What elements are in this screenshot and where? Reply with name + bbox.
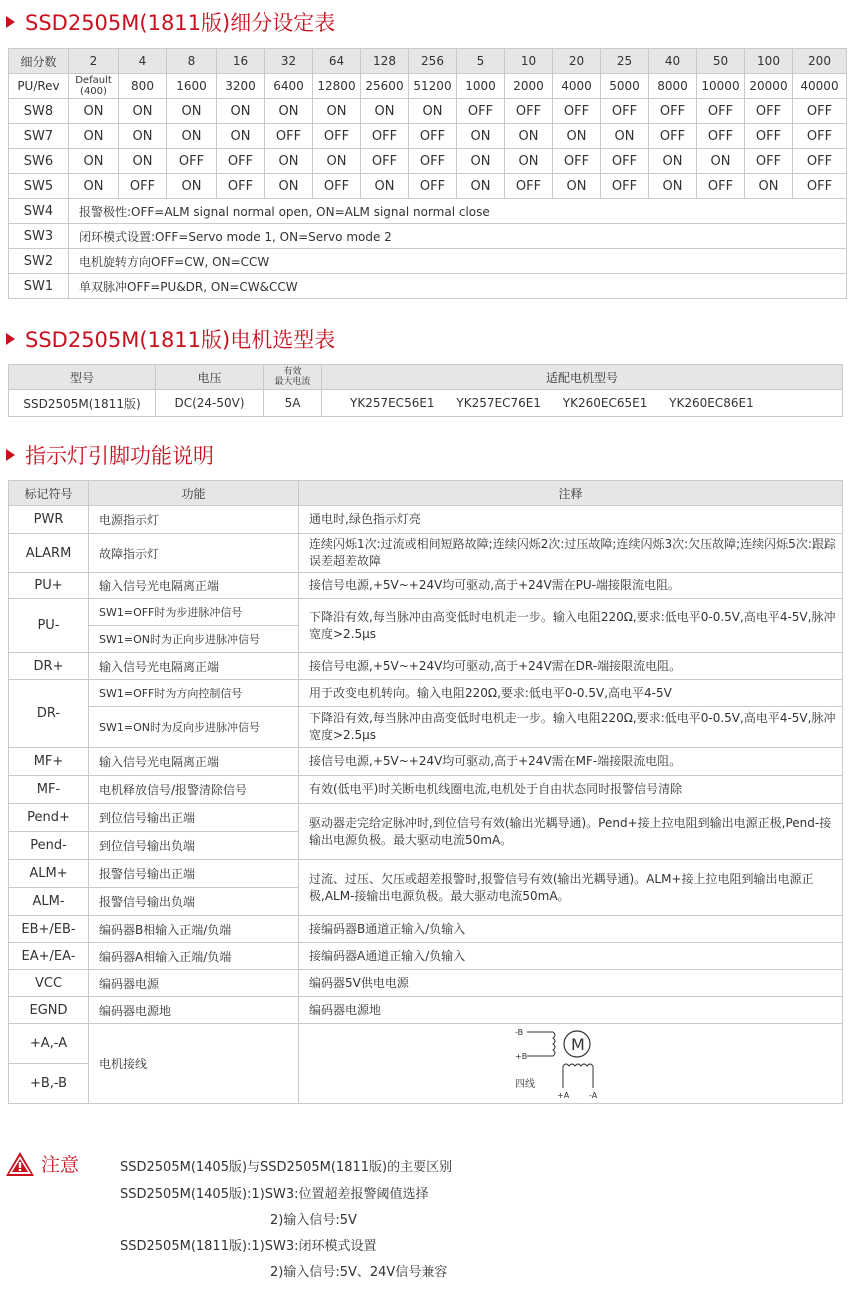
voltage-cell: DC(24-50V) xyxy=(156,390,264,417)
pin-row-pwr xyxy=(9,506,843,534)
switch-value-cell: OFF xyxy=(409,149,457,174)
switch-name: SW6 xyxy=(9,149,69,174)
section-title: 指示灯引脚功能说明 xyxy=(25,444,214,468)
subdiv-cell: 8 xyxy=(167,49,217,74)
pin-note: 过流、过压、欠压或超差报警时,报警信号有效(输出光耦导通)。ALM+接上拉电阻到输出电源正极,ALM-接输出电源负极。最大驱动电流50mA。 xyxy=(299,860,843,916)
pulse-cell: 4000 xyxy=(553,74,601,99)
subdiv-label: 细分数 xyxy=(9,49,69,74)
switch-value-cell: OFF xyxy=(361,149,409,174)
section-heading-pin-function xyxy=(2,440,214,470)
switch-value-cell: OFF xyxy=(745,149,793,174)
coil-b-icon xyxy=(553,1032,555,1056)
switch-value-cell: ON xyxy=(265,174,313,199)
pin-note: 接编码器B通道正输入/负输入 xyxy=(299,916,843,943)
pin-note: 编码器电源地 xyxy=(299,997,843,1024)
pin-symbol: EGND xyxy=(9,997,89,1024)
pin-function: 编码器B相输入正端/负端 xyxy=(89,916,299,943)
pin-symbol: PWR xyxy=(9,506,89,534)
notice-line: 2)输入信号:5V xyxy=(270,1213,357,1228)
switch-value-cell: OFF xyxy=(217,174,265,199)
pin-function: 电源指示灯 xyxy=(89,506,299,534)
switch-row xyxy=(9,99,847,124)
switch-rows xyxy=(9,99,847,199)
header-current xyxy=(264,365,322,390)
switch-value-cell: ON xyxy=(119,124,167,149)
switch-desc: 闭环模式设置:OFF=Servo mode 1, ON=Servo mode 2 xyxy=(69,224,847,249)
switch-name: SW5 xyxy=(9,174,69,199)
section-title: SSD2505M(1811版)电机选型表 xyxy=(25,328,336,352)
switch-value-cell: OFF xyxy=(313,174,361,199)
pin-function: SW1=ON时为正向步进脉冲信号 xyxy=(89,626,299,653)
subdivision-table xyxy=(8,48,847,299)
notice-line: SSD2505M(1811版):1)SW3:闭环模式设置 xyxy=(120,1239,377,1254)
current-cell: 5A xyxy=(264,390,322,417)
pin-function: 到位信号输出负端 xyxy=(89,832,299,860)
switch-name: SW7 xyxy=(9,124,69,149)
pin-function: 输入信号光电隔离正端 xyxy=(89,573,299,599)
header-motors: 适配电机型号 xyxy=(322,365,843,390)
pin-function: 到位信号输出正端 xyxy=(89,804,299,832)
pulse-cell: 5000 xyxy=(601,74,649,99)
pin-function: 电机释放信号/报警清除信号 xyxy=(89,776,299,804)
switch-value-cell: ON xyxy=(457,124,505,149)
switch-value-cell: OFF xyxy=(553,99,601,124)
triangle-bullet-icon xyxy=(6,333,15,345)
pulse-cell: 2000 xyxy=(505,74,553,99)
notice-line: SSD2505M(1405版)与SSD2505M(1811版)的主要区别 xyxy=(120,1160,453,1175)
pin-function-table xyxy=(8,480,843,1104)
switch-value-cell: ON xyxy=(217,99,265,124)
pin-symbol: +B,-B xyxy=(9,1064,89,1104)
switch-desc: 报警极性:OFF=ALM signal normal open, ON=ALM signal normal close xyxy=(69,199,847,224)
switch-value-cell: ON xyxy=(265,99,313,124)
pin-function: 编码器电源地 xyxy=(89,997,299,1024)
pin-note: 接信号电源,+5V~+24V均可驱动,高于+24V需在DR-端接限流电阻。 xyxy=(299,653,843,680)
four-wire-label: 四线 xyxy=(515,1079,535,1090)
subdiv-cell: 10 xyxy=(505,49,553,74)
pin-row-eb xyxy=(9,916,843,943)
pin-symbol: Pend- xyxy=(9,832,89,860)
switch-value-cell: ON xyxy=(505,149,553,174)
pulse-default-cell xyxy=(69,74,119,99)
notice-line: 2)输入信号:5V、24V信号兼容 xyxy=(270,1265,448,1280)
pin-note: 接信号电源,+5V~+24V均可驱动,高于+24V需在PU-端接限流电阻。 xyxy=(299,573,843,599)
pin-note: 连续闪烁1次:过流或相间短路故障;连续闪烁2次:过压故障;连续闪烁3次:欠压故障;连续闪烁5次:跟踪误差超差故障 xyxy=(299,534,843,573)
pin-row-alarm xyxy=(9,534,843,573)
switch-value-cell: OFF xyxy=(265,124,313,149)
switch-value-cell: OFF xyxy=(553,149,601,174)
switch-value-cell: OFF xyxy=(649,99,697,124)
switch-value-cell: ON xyxy=(69,99,119,124)
subdiv-cell: 20 xyxy=(553,49,601,74)
pin-row-dr-minus-2 xyxy=(9,707,843,748)
pin-header xyxy=(9,481,843,506)
subdiv-cell: 100 xyxy=(745,49,793,74)
pin-symbol: MF- xyxy=(9,776,89,804)
pulse-default-top: Default xyxy=(75,75,112,86)
pin-symbol: EB+/EB- xyxy=(9,916,89,943)
pin-symbol: EA+/EA- xyxy=(9,943,89,970)
model-cell: SSD2505M(1811版) xyxy=(9,390,156,417)
switch-value-cell: ON xyxy=(69,174,119,199)
switch-value-cell: ON xyxy=(313,99,361,124)
switch-row xyxy=(9,174,847,199)
pulse-cell: 800 xyxy=(119,74,167,99)
switch-value-cell: ON xyxy=(69,149,119,174)
section-title: SSD2505M(1811版)细分设定表 xyxy=(25,11,336,35)
motor-model: YK257EC76E1 xyxy=(456,396,541,410)
switch-value-cell: OFF xyxy=(793,99,847,124)
desc-row xyxy=(9,249,847,274)
subdiv-cell: 200 xyxy=(793,49,847,74)
switch-value-cell: ON xyxy=(217,124,265,149)
switch-value-cell: ON xyxy=(409,99,457,124)
switch-value-cell: ON xyxy=(361,174,409,199)
header-model: 型号 xyxy=(9,365,156,390)
desc-row xyxy=(9,274,847,299)
switch-value-cell: OFF xyxy=(601,149,649,174)
subdiv-cell: 64 xyxy=(313,49,361,74)
switch-value-cell: ON xyxy=(697,149,745,174)
pulse-label: PU/Rev xyxy=(9,74,69,99)
section-heading-subdivision xyxy=(2,7,335,37)
switch-value-cell: OFF xyxy=(217,149,265,174)
pin-note: 编码器5V供电电源 xyxy=(299,970,843,997)
pin-symbol: DR+ xyxy=(9,653,89,680)
pin-function: SW1=ON时为反向步进脉冲信号 xyxy=(89,707,299,748)
switch-name: SW2 xyxy=(9,249,69,274)
switch-value-cell: OFF xyxy=(793,124,847,149)
switch-value-cell: OFF xyxy=(601,174,649,199)
pin-symbol: ALM- xyxy=(9,888,89,916)
plus-a-label: +A xyxy=(557,1091,570,1100)
notice-label: 注意 xyxy=(41,1154,80,1176)
switch-value-cell: OFF xyxy=(409,124,457,149)
switch-value-cell: ON xyxy=(361,99,409,124)
pin-function: 故障指示灯 xyxy=(89,534,299,573)
header-symbol: 标记符号 xyxy=(9,481,89,506)
pin-row-motor-a xyxy=(9,1024,843,1064)
switch-value-cell: OFF xyxy=(457,99,505,124)
pulse-cell: 10000 xyxy=(697,74,745,99)
switch-value-cell: ON xyxy=(457,149,505,174)
triangle-bullet-icon xyxy=(6,16,15,28)
subdiv-cell: 256 xyxy=(409,49,457,74)
motor-wiring-diagram-cell xyxy=(299,1024,843,1104)
notice-heading xyxy=(5,1150,79,1177)
subdiv-cell: 128 xyxy=(361,49,409,74)
pin-row-dr-minus xyxy=(9,680,843,707)
subdiv-cell: 32 xyxy=(265,49,313,74)
coil-a-icon xyxy=(563,1064,593,1066)
pin-symbol: VCC xyxy=(9,970,89,997)
pulse-cell: 25600 xyxy=(361,74,409,99)
switch-value-cell: ON xyxy=(745,174,793,199)
pin-function: SW1=OFF时为步进脉冲信号 xyxy=(89,599,299,626)
pin-function: 输入信号光电隔离正端 xyxy=(89,653,299,680)
subdiv-cell: 25 xyxy=(601,49,649,74)
pin-row-vcc xyxy=(9,970,843,997)
switch-row xyxy=(9,149,847,174)
switch-name: SW4 xyxy=(9,199,69,224)
pin-row-mf-minus xyxy=(9,776,843,804)
switch-value-cell: ON xyxy=(119,99,167,124)
motor-select-table xyxy=(8,364,843,417)
desc-row xyxy=(9,224,847,249)
switch-value-cell: OFF xyxy=(505,174,553,199)
triangle-bullet-icon xyxy=(6,449,15,461)
subdiv-cell: 50 xyxy=(697,49,745,74)
switch-value-cell: ON xyxy=(457,174,505,199)
pulse-cell: 3200 xyxy=(217,74,265,99)
switch-value-cell: OFF xyxy=(313,124,361,149)
switch-value-cell: ON xyxy=(167,124,217,149)
pin-row-ea xyxy=(9,943,843,970)
pulse-cell: 40000 xyxy=(793,74,847,99)
motor-select-row xyxy=(9,390,843,417)
switch-value-cell: OFF xyxy=(167,149,217,174)
switch-value-cell: OFF xyxy=(745,99,793,124)
subdiv-cell: 4 xyxy=(119,49,167,74)
header-function: 功能 xyxy=(89,481,299,506)
switch-value-cell: OFF xyxy=(697,99,745,124)
pin-note: 接信号电源,+5V~+24V均可驱动,高于+24V需在MF-端接限流电阻。 xyxy=(299,748,843,776)
pin-note: 通电时,绿色指示灯亮 xyxy=(299,506,843,534)
switch-value-cell: OFF xyxy=(697,124,745,149)
pin-function: SW1=OFF时为方向控制信号 xyxy=(89,680,299,707)
motors-cell xyxy=(322,390,843,417)
switch-value-cell: OFF xyxy=(793,149,847,174)
pin-symbol: Pend+ xyxy=(9,804,89,832)
switch-value-cell: OFF xyxy=(361,124,409,149)
pulse-cell: 1000 xyxy=(457,74,505,99)
pin-function: 报警信号输出正端 xyxy=(89,860,299,888)
header-current-bottom: 最大电流 xyxy=(274,377,311,387)
switch-name: SW8 xyxy=(9,99,69,124)
switch-value-cell: ON xyxy=(601,124,649,149)
pin-function: 编码器A相输入正端/负端 xyxy=(89,943,299,970)
header-current-top: 有效 xyxy=(283,367,302,377)
pin-function: 输入信号光电隔离正端 xyxy=(89,748,299,776)
subdiv-cell: 5 xyxy=(457,49,505,74)
pin-note: 有效(低电平)时关断电机线圈电流,电机处于自由状态同时报警信号清除 xyxy=(299,776,843,804)
pulse-row xyxy=(9,74,847,99)
warning-triangle-icon xyxy=(5,1151,35,1177)
pin-row-pu-minus xyxy=(9,599,843,626)
switch-name: SW1 xyxy=(9,274,69,299)
pin-row-egnd xyxy=(9,997,843,1024)
switch-value-cell: ON xyxy=(167,99,217,124)
motor-label: M xyxy=(571,1035,585,1054)
switch-name: SW3 xyxy=(9,224,69,249)
motor-model: YK260EC65E1 xyxy=(562,396,648,410)
pulse-default-bottom: (400) xyxy=(80,86,107,97)
subdiv-cell: 2 xyxy=(69,49,119,74)
switch-value-cell: ON xyxy=(553,174,601,199)
pin-note: 驱动器走完给定脉冲时,到位信号有效(输出光耦导通)。Pend+接上拉电阻到输出电源正极,Pend-接输出电源负极。最大驱动电流50mA。 xyxy=(299,804,843,860)
header-voltage: 电压 xyxy=(156,365,264,390)
notice-section xyxy=(0,1150,850,1290)
switch-value-cell: ON xyxy=(505,124,553,149)
pulse-cell: 8000 xyxy=(649,74,697,99)
switch-value-cell: ON xyxy=(69,124,119,149)
switch-value-cell: OFF xyxy=(793,174,847,199)
pin-note: 下降沿有效,每当脉冲由高变低时电机走一步。输入电阻220Ω,要求:低电平0-0.5V,高电平4-5V,脉冲宽度>2.5μs xyxy=(299,707,843,748)
pin-symbol: DR- xyxy=(9,680,89,748)
pin-symbol: ALM+ xyxy=(9,860,89,888)
pin-row-alm-plus xyxy=(9,860,843,888)
switch-row xyxy=(9,124,847,149)
pin-note: 用于改变电机转向。输入电阻220Ω,要求:低电平0-0.5V,高电平4-5V xyxy=(299,680,843,707)
pin-row-pend-plus xyxy=(9,804,843,832)
minus-a-label: -A xyxy=(589,1091,598,1100)
switch-value-cell: OFF xyxy=(119,174,167,199)
switch-desc: 电机旋转方向OFF=CW, ON=CCW xyxy=(69,249,847,274)
switch-value-cell: ON xyxy=(649,174,697,199)
motor-model: YK257EC56E1 xyxy=(350,396,435,410)
pulse-cell: 1600 xyxy=(167,74,217,99)
notice-line: SSD2505M(1405版):1)SW3:位置超差报警阈值选择 xyxy=(120,1187,429,1202)
minus-b-label: -B xyxy=(515,1028,524,1037)
pin-function: 编码器电源 xyxy=(89,970,299,997)
switch-value-cell: ON xyxy=(167,174,217,199)
desc-row xyxy=(9,199,847,224)
pulse-cell: 12800 xyxy=(313,74,361,99)
pulse-cell: 20000 xyxy=(745,74,793,99)
switch-value-cell: ON xyxy=(119,149,167,174)
switch-value-cell: OFF xyxy=(745,124,793,149)
subdiv-header-row xyxy=(9,49,847,74)
switch-value-cell: OFF xyxy=(409,174,457,199)
pin-row-mf-plus xyxy=(9,748,843,776)
section-heading-motor-select xyxy=(2,324,335,354)
pin-symbol: ALARM xyxy=(9,534,89,573)
pin-symbol: +A,-A xyxy=(9,1024,89,1064)
motor-wiring-diagram xyxy=(509,1026,629,1102)
subdiv-cell: 40 xyxy=(649,49,697,74)
header-note: 注释 xyxy=(299,481,843,506)
switch-value-cell: OFF xyxy=(505,99,553,124)
pin-note: 下降沿有效,每当脉冲由高变低时电机走一步。输入电阻220Ω,要求:低电平0-0.5V,高电平4-5V,脉冲宽度>2.5μs xyxy=(299,599,843,653)
switch-value-cell: ON xyxy=(553,124,601,149)
pin-function: 报警信号输出负端 xyxy=(89,888,299,916)
pulse-cell: 6400 xyxy=(265,74,313,99)
pin-symbol: MF+ xyxy=(9,748,89,776)
pin-function: 电机接线 xyxy=(89,1024,299,1104)
switch-value-cell: OFF xyxy=(697,174,745,199)
pin-symbol: PU+ xyxy=(9,573,89,599)
switch-value-cell: ON xyxy=(265,149,313,174)
pin-row-pu-plus xyxy=(9,573,843,599)
plus-b-label: +B xyxy=(515,1052,528,1061)
switch-value-cell: OFF xyxy=(649,124,697,149)
subdiv-cell: 16 xyxy=(217,49,265,74)
motor-select-header xyxy=(9,365,843,390)
pin-row-dr-plus xyxy=(9,653,843,680)
pin-note: 接编码器A通道正输入/负输入 xyxy=(299,943,843,970)
pulse-cell: 51200 xyxy=(409,74,457,99)
motor-model: YK260EC86E1 xyxy=(669,396,754,410)
switch-desc: 单双脉冲OFF=PU&DR, ON=CW&CCW xyxy=(69,274,847,299)
switch-value-cell: ON xyxy=(313,149,361,174)
switch-value-cell: OFF xyxy=(601,99,649,124)
switch-value-cell: ON xyxy=(649,149,697,174)
pin-symbol: PU- xyxy=(9,599,89,653)
